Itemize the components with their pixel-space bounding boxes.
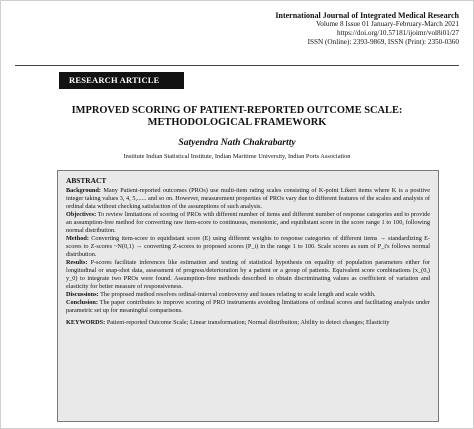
method-text: Converting item-score to equidistant score (E) using different weights to response categories of different items → standardizing E-scores to Z-scores ~N(0,1) → converting Z-scores to proposed scores (P_i) in the range 1 to 100. Scale scores as sum of P_i's follows normal distribution.: [66, 234, 431, 258]
background-text: Many Patient-reported outcomes (PROs) use multi-item rating scales consisting of K-point Likert items where K is a positive integer taking values 3, 4, 5,...... and so on. However, measurement properties of PROs vary due to different features of the scales and analysis of ordinal data without checking satisfaction of the assumptions of such analysis.: [66, 186, 431, 210]
keywords-label: KEYWORDS:: [66, 318, 106, 326]
journal-name: International Journal of Integrated Medical Research: [275, 11, 459, 20]
abstract-keywords: [66, 319, 430, 327]
journal-volume: Volume 8 Issue 01 January-February-March 2021: [316, 20, 459, 28]
results-text: P-scores facilitate inferences like estimation and testing of statistical hypothesis on equality of population parameters either for longitudinal or snap-shot data, assessment of progress/deterioration by a patient or a group of patients. Equivalent score combinations (x_(0,) y_0) to integrate two PROs were found. Assumption-free methods described to obtain discriminating values as coefficient of variation and elasticity for better measure of responsiveness.: [66, 258, 430, 290]
discussions-text: The proposed method resolves ordinal-interval controversy and issues relating to scale length and scale width.: [100, 290, 376, 298]
abstract-method: [66, 235, 430, 259]
paper-title: [41, 105, 433, 129]
author-name: Satyendra Nath Chakrabartty: [178, 137, 296, 148]
conclusion-text: The paper contributes to improve scoring of PRO instruments avoiding limitations of ordinal scores and facilitating analysis under parametric set up for meaningful comparisons.: [66, 299, 430, 314]
method-label: Method:: [66, 234, 89, 242]
objectives-text: To review limitations of scoring of PROs with different number of items and different number of response categories and to provide an assumption-free method for converting raw item-score to continuous, monotonic, and equidistant score in the score range 1 to 100, following normal distribution.: [66, 210, 431, 234]
journal-doi-link[interactable]: https://doi.org/10.57181/ijoimr/vol8i01/27: [336, 29, 459, 37]
article-type-banner: RESEARCH ARTICLE: [59, 72, 184, 89]
abstract-objectives: [66, 211, 430, 235]
abstract-background: [66, 187, 430, 211]
objectives-label: Objectives:: [66, 210, 97, 218]
journal-header: [275, 11, 459, 47]
conclusion-label: Conclusion:: [66, 299, 98, 307]
paper-title-line-2: METHODOLOGICAL FRAMEWORK: [147, 117, 327, 128]
results-label: Results:: [66, 258, 88, 266]
journal-issn: ISSN (Online): 2393-9869, ISSN (Print): 2350-0360: [307, 38, 459, 46]
abstract-heading: ABSTRACT: [66, 176, 107, 185]
keywords-text: Patient-reported Outcome Scale; Linear transformation; Normal distribution; Ability to detect changes; Elasticity: [106, 318, 390, 326]
background-label: Background:: [66, 186, 101, 194]
paper-title-line-1: IMPROVED SCORING OF PATIENT-REPORTED OUTCOME SCALE:: [71, 105, 403, 116]
abstract-results: [66, 259, 430, 291]
abstract-discussions: [66, 291, 430, 299]
abstract-box: [57, 170, 439, 422]
discussions-label: Discussions:: [66, 290, 99, 298]
abstract-conclusion: [66, 299, 430, 315]
header-divider: [15, 65, 459, 66]
author-affiliation: Institute Indian Statistical Institute, Indian Maritime University, Indian Ports Association: [123, 153, 351, 160]
